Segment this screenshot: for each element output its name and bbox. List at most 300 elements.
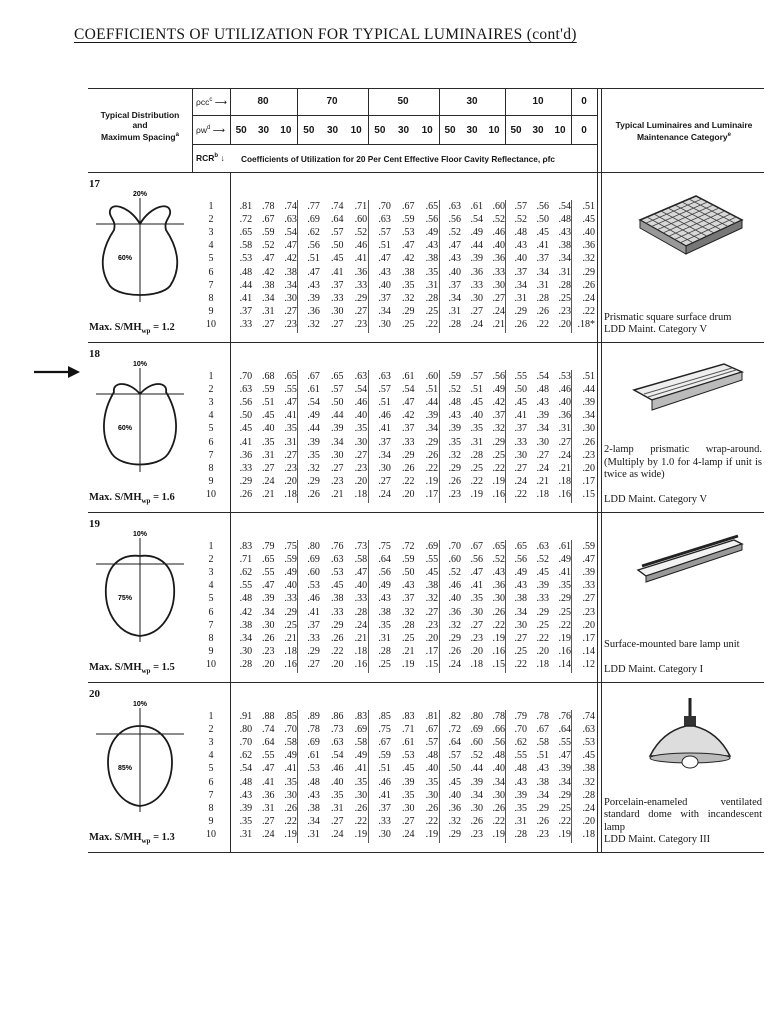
coefficient-cell: .49: [284, 567, 297, 579]
coefficient-cell: .31: [536, 279, 549, 291]
coefficient-cell: .57: [378, 384, 391, 396]
uplight-percent: 20%: [132, 191, 148, 198]
coefficient-cell: .40: [331, 776, 344, 788]
coefficient-cell: .51: [378, 763, 391, 775]
coefficient-cell: .41: [514, 410, 527, 422]
coefficient-cell: .40: [492, 240, 505, 252]
coefficient-cell: .32: [582, 776, 595, 788]
coefficient-cell: .53: [402, 750, 415, 762]
table-rule: [192, 144, 597, 145]
coefficient-cell: .70: [284, 724, 297, 736]
table-rule: [597, 88, 598, 852]
coefficient-cell: .71: [402, 724, 415, 736]
coefficient-cell: .18*: [577, 318, 595, 330]
coefficient-cell: .27: [514, 462, 527, 474]
coefficient-cell: .89: [307, 711, 320, 722]
coefficient-cell: .30: [354, 789, 368, 801]
coefficient-cell: .17: [425, 645, 439, 657]
coefficient-cell: .21: [354, 632, 368, 644]
coefficient-cell: .14: [558, 658, 571, 670]
coefficient-cell: .23: [331, 475, 344, 487]
coefficient-cell: .43: [492, 567, 505, 579]
coefficient-cell: .48: [239, 266, 253, 278]
coefficient-cell: .49: [284, 750, 297, 762]
coefficient-cell: .27: [582, 593, 595, 605]
coefficient-cell: .37: [378, 436, 391, 448]
coefficient-cell: .51: [470, 384, 483, 396]
coefficient-cell: .21: [402, 645, 415, 657]
coefficient-cell: .29: [284, 606, 297, 618]
coefficient-cell: .33: [354, 279, 368, 291]
coefficient-cell: .29: [558, 789, 571, 801]
coefficient-cell: .39: [536, 580, 549, 592]
rcr-value: 9: [208, 305, 214, 317]
coefficient-cell: .22: [492, 462, 505, 474]
coefficient-cell: .60: [492, 201, 505, 212]
coefficient-cell: .52: [448, 227, 461, 239]
coefficient-cell: .30: [354, 436, 368, 448]
coefficient-cell: .86: [331, 711, 344, 722]
section-divider: [88, 682, 764, 683]
coefficient-cell: .64: [262, 737, 275, 749]
coefficient-cell: .29: [402, 449, 415, 461]
coefficient-cell: .27: [331, 318, 344, 330]
coefficient-cell: .47: [378, 253, 391, 265]
coefficient-cell: .35: [331, 789, 344, 801]
coefficient-cell: .25: [402, 632, 415, 644]
maintenance-category: LDD Maint. Category I: [604, 664, 704, 675]
coefficient-cell: .55: [262, 750, 275, 762]
coefficient-cell: .27: [492, 292, 505, 304]
coefficient-cell: .27: [378, 475, 391, 487]
coefficient-cell: .38: [284, 266, 297, 278]
coefficient-cell: .32: [448, 449, 461, 461]
coefficient-cell: .22: [558, 815, 571, 827]
coefficient-cell: .22: [492, 815, 505, 827]
coefficient-cell: .36: [492, 253, 505, 265]
coefficient-cell: .33: [307, 632, 320, 644]
coefficient-cell: .37: [514, 423, 527, 435]
coefficient-cell: .43: [536, 763, 549, 775]
coefficient-cell: .43: [378, 593, 391, 605]
coefficient-cell: .59: [284, 554, 297, 566]
coefficient-cell: .57: [514, 201, 527, 212]
coefficient-cell: .57: [378, 227, 391, 239]
coefficient-cell: .23: [470, 632, 483, 644]
coefficient-cell: .48: [536, 384, 549, 396]
coefficient-cell: .28: [402, 619, 415, 631]
coefficient-cell: .24: [492, 305, 505, 317]
coefficient-cell: .30: [470, 606, 483, 618]
coefficient-cell: .48: [307, 776, 320, 788]
coefficient-cell: .19: [492, 828, 505, 840]
coefficient-cell: .85: [284, 711, 297, 722]
coefficient-cell: .29: [492, 436, 505, 448]
coefficient-cell: .52: [448, 567, 461, 579]
coefficient-cell: .45: [262, 410, 275, 422]
coefficient-cell: .56: [536, 201, 549, 212]
coefficient-cell: .32: [402, 292, 415, 304]
coefficient-cell: .26: [448, 645, 461, 657]
coefficient-cell: .77: [307, 201, 320, 212]
coefficient-cell: .40: [448, 593, 461, 605]
coefficient-cell: .34: [536, 789, 549, 801]
coefficient-cell: .49: [514, 567, 527, 579]
coefficient-cell: .75: [284, 541, 297, 552]
coefficient-cell: .24: [582, 802, 595, 814]
coefficient-cell: .33: [514, 436, 527, 448]
coefficient-cell: .38: [514, 593, 527, 605]
rcr-value: 9: [208, 815, 214, 827]
coefficient-cell: .80: [470, 711, 483, 722]
coefficient-cell: .54: [402, 384, 415, 396]
coefficient-cell: .16: [558, 645, 571, 657]
rcr-value: 5: [208, 253, 214, 265]
coefficient-cell: .53: [307, 580, 320, 592]
coefficient-cell: .69: [307, 737, 320, 749]
coefficient-cell: .54: [558, 201, 571, 212]
coefficient-cell: .25: [425, 305, 439, 317]
coefficient-cell: .63: [536, 541, 549, 552]
coefficient-cell: .52: [514, 214, 527, 226]
coefficient-cell: .30: [470, 802, 483, 814]
coefficient-cell: .27: [354, 449, 368, 461]
coefficient-cell: .20: [536, 645, 549, 657]
coefficient-cell: .41: [378, 789, 391, 801]
coefficient-cell: .65: [331, 371, 344, 382]
coefficient-cell: .42: [239, 606, 253, 618]
coefficient-cell: .29: [354, 292, 368, 304]
coefficient-cell: .49: [425, 227, 439, 239]
coefficient-cell: .42: [262, 266, 275, 278]
wall-reflectance-15: 0: [581, 125, 587, 136]
coefficient-cell: .49: [558, 554, 571, 566]
coefficient-cell: .27: [470, 619, 483, 631]
coefficient-cell: .22: [470, 475, 483, 487]
coefficient-cell: .28: [582, 789, 595, 801]
coefficient-cell: .26: [514, 318, 527, 330]
coefficient-cell: .24: [558, 449, 571, 461]
coefficient-cell: .51: [378, 397, 391, 409]
coefficient-cell: .29: [558, 593, 571, 605]
coefficient-cell: .45: [331, 580, 344, 592]
coefficient-cell: .52: [470, 750, 483, 762]
coefficient-cell: .20: [470, 645, 483, 657]
coefficient-cell: .41: [558, 567, 571, 579]
coefficient-cell: .23: [354, 462, 368, 474]
coefficient-cell: .79: [514, 711, 527, 722]
coefficient-cell: .32: [448, 619, 461, 631]
coefficient-cell: .59: [582, 541, 595, 552]
coefficient-cell: .73: [354, 541, 368, 552]
coefficient-cell: .22: [425, 318, 439, 330]
coefficient-cell: .22: [331, 645, 344, 657]
table-rule: [88, 88, 764, 89]
coefficient-cell: .16: [492, 488, 505, 500]
coefficient-cell: .26: [354, 802, 368, 814]
coefficient-cell: .45: [425, 567, 439, 579]
coefficient-cell: .51: [262, 397, 275, 409]
coefficient-cell: .76: [558, 711, 571, 722]
bare-luminaire-icon: [630, 526, 750, 606]
coefficient-cell: .26: [582, 279, 595, 291]
coefficient-cell: .27: [536, 449, 549, 461]
coefficient-cell: .63: [378, 371, 391, 382]
luminaire-description: Prismatic square surface drum: [604, 311, 732, 323]
coefficient-cell: .22: [492, 619, 505, 631]
coefficient-cell: .38: [331, 593, 344, 605]
downlight-percent: 60%: [117, 425, 133, 432]
coefficient-cell: .54: [284, 227, 297, 239]
coefficient-cell: .34: [448, 292, 461, 304]
coefficient-cell: .28: [514, 828, 527, 840]
coefficient-cell: .41: [239, 292, 253, 304]
coefficient-cell: .30: [239, 645, 253, 657]
luminaire-description: Porcelain-enameled ventilated standard dome with incandescent lamp: [604, 796, 762, 833]
coefficient-cell: .30: [492, 789, 505, 801]
coefficient-cell: .47: [284, 397, 297, 409]
table-rule: [192, 88, 193, 172]
coefficient-cell: .22: [284, 815, 297, 827]
coefficient-cell: .43: [448, 410, 461, 422]
coefficient-cell: .46: [448, 580, 461, 592]
coefficient-cell: .49: [307, 410, 320, 422]
coefficient-cell: .19: [402, 658, 415, 670]
coefficient-cell: .43: [239, 789, 253, 801]
coefficient-cell: .32: [307, 318, 320, 330]
coefficient-cell: .35: [354, 423, 368, 435]
coefficient-cell: .64: [378, 554, 391, 566]
coefficient-cell: .27: [425, 606, 439, 618]
section-number: 20: [89, 688, 100, 700]
coefficient-cell: .27: [558, 436, 571, 448]
coefficient-cell: .25: [378, 658, 391, 670]
coefficient-cell: .27: [284, 305, 297, 317]
coefficient-cell: .40: [492, 763, 505, 775]
coefficient-cell: .56: [239, 397, 253, 409]
coefficient-cell: .18: [284, 488, 297, 500]
drum-luminaire-icon: [630, 186, 750, 266]
coefficient-cell: .61: [307, 384, 320, 396]
rcr-value: 7: [208, 449, 214, 461]
coefficient-cell: .24: [448, 658, 461, 670]
coefficient-cell: .29: [307, 645, 320, 657]
coefficient-cell: .30: [402, 802, 415, 814]
ceiling-reflectance-2: 50: [397, 96, 409, 107]
coefficient-cell: .66: [492, 724, 505, 736]
coefficient-cell: .54: [470, 214, 483, 226]
coefficient-cell: .38: [262, 279, 275, 291]
coefficient-cell: .39: [582, 397, 595, 409]
pcc-label: ρcc$^c$ ⟶: [196, 97, 227, 107]
coefficient-cell: .65: [514, 541, 527, 552]
coefficient-cell: .72: [448, 724, 461, 736]
coefficient-cell: .31: [425, 279, 439, 291]
distribution-header: Typical Distribution and Maximum Spacing$^a$: [100, 110, 180, 142]
coefficient-cell: .31: [448, 305, 461, 317]
coefficient-cell: .34: [307, 815, 320, 827]
coefficient-cell: .42: [284, 253, 297, 265]
coefficient-cell: .53: [307, 763, 320, 775]
coefficient-cell: .83: [354, 711, 368, 722]
coefficient-cell: .37: [378, 802, 391, 814]
coefficient-cell: .67: [402, 201, 415, 212]
coefficient-cell: .50: [331, 240, 344, 252]
coefficient-cell: .62: [514, 737, 527, 749]
coefficient-cell: .56: [492, 737, 505, 749]
coefficient-cell: .55: [425, 554, 439, 566]
coefficient-cell: .48: [239, 593, 253, 605]
coefficient-cell: .56: [307, 240, 320, 252]
coefficient-cell: .32: [492, 423, 505, 435]
coefficient-cell: .60: [470, 737, 483, 749]
coefficient-cell: .72: [402, 541, 415, 552]
coefficient-cell: .46: [354, 397, 368, 409]
coefficient-cell: .53: [331, 567, 344, 579]
coefficient-cell: .38: [582, 763, 595, 775]
coefficient-cell: .47: [470, 567, 483, 579]
coefficient-cell: .24: [354, 619, 368, 631]
coefficient-cell: .33: [331, 606, 344, 618]
coefficient-cell: .37: [448, 279, 461, 291]
coefficient-cell: .34: [331, 436, 344, 448]
coefficient-cell: .46: [492, 227, 505, 239]
coefficient-cell: .24: [470, 318, 483, 330]
coefficient-cell: .68: [262, 371, 275, 382]
coefficient-cell: .30: [378, 828, 391, 840]
coefficient-cell: .28: [354, 606, 368, 618]
rcr-value: 1: [208, 201, 214, 212]
coefficient-cell: .61: [402, 371, 415, 382]
coefficient-cell: .35: [354, 776, 368, 788]
rcr-value: 10: [206, 828, 216, 840]
section-number: 19: [89, 518, 100, 530]
coefficient-cell: .40: [448, 789, 461, 801]
coefficient-cell: .35: [470, 593, 483, 605]
coefficient-cell: .20: [354, 475, 368, 487]
coefficient-cell: .30: [514, 619, 527, 631]
coefficient-cell: .23: [582, 606, 595, 618]
wall-reflectance-10: 30: [466, 125, 478, 136]
coefficient-cell: .25: [558, 606, 571, 618]
coefficient-cell: .23: [470, 828, 483, 840]
coefficient-cell: .38: [402, 266, 415, 278]
luminaire-description: 2-lamp prismatic wrap-around. (Multiply by 1.0 for 4-lamp if unit is twice as wide): [604, 444, 762, 481]
coefficient-cell: .63: [331, 737, 344, 749]
coefficient-cell: .46: [558, 384, 571, 396]
coefficient-cell: .31: [470, 436, 483, 448]
coefficient-cell: .15: [582, 488, 595, 500]
coefficient-cell: .46: [307, 593, 320, 605]
coefficient-cell: .85: [378, 711, 391, 722]
coefficient-cell: .63: [582, 724, 595, 736]
coefficient-cell: .41: [331, 266, 344, 278]
distribution-curve-icon: [90, 696, 190, 816]
coefficient-cell: .65: [284, 371, 297, 382]
rcr-value: 3: [208, 397, 214, 409]
coefficient-cell: .37: [331, 279, 344, 291]
coefficient-cell: .24: [536, 462, 549, 474]
wall-reflectance-12: 50: [510, 125, 522, 136]
coefficient-cell: .23: [284, 462, 297, 474]
coefficient-cell: .61: [470, 201, 483, 212]
coefficient-cell: .30: [425, 789, 439, 801]
coefficient-cell: .39: [425, 410, 439, 422]
coefficient-cell: .30: [514, 449, 527, 461]
rcr-value: 6: [208, 436, 214, 448]
coefficient-cell: .34: [284, 279, 297, 291]
coefficient-cell: .26: [492, 606, 505, 618]
luminaire-header: Typical Luminaires and Luminaire Maintenance Category$^e$: [615, 120, 753, 142]
coefficient-cell: .22: [514, 658, 527, 670]
coefficient-cell: .54: [536, 371, 549, 382]
coefficient-cell: .36: [492, 580, 505, 592]
coefficient-cell: .48: [239, 776, 253, 788]
coefficient-cell: .76: [331, 541, 344, 552]
coefficient-cell: .47: [448, 240, 461, 252]
coefficient-cell: .47: [582, 554, 595, 566]
coefficient-cell: .40: [378, 279, 391, 291]
coefficient-cell: .26: [582, 436, 595, 448]
coefficient-cell: .26: [239, 488, 253, 500]
coefficient-cell: .22: [354, 815, 368, 827]
coefficient-cell: .30: [284, 292, 297, 304]
coefficient-cell: .35: [402, 279, 415, 291]
coefficient-cell: .55: [262, 567, 275, 579]
coefficient-cell: .35: [378, 619, 391, 631]
rcr-value: 4: [208, 580, 214, 592]
coefficient-cell: .37: [514, 266, 527, 278]
coefficient-cell: .38: [536, 776, 549, 788]
coefficient-cell: .27: [262, 815, 275, 827]
coefficient-cell: .47: [262, 763, 275, 775]
coefficient-cell: .41: [378, 423, 391, 435]
coefficient-cell: .28: [448, 318, 461, 330]
coefficient-cell: .16: [492, 645, 505, 657]
coefficient-cell: .24: [582, 292, 595, 304]
coefficient-cell: .32: [448, 815, 461, 827]
coefficient-cell: .19: [425, 828, 439, 840]
coefficient-cell: .51: [425, 384, 439, 396]
coefficient-cell: .30: [284, 789, 297, 801]
coefficient-cell: .35: [284, 423, 297, 435]
coefficient-cell: .63: [354, 371, 368, 382]
coefficient-cell: .30: [582, 423, 595, 435]
coefficient-cell: .34: [239, 632, 253, 644]
coefficient-cell: .49: [378, 580, 391, 592]
coefficient-cell: .75: [378, 541, 391, 552]
coefficient-cell: .39: [262, 593, 275, 605]
rcr-value: 1: [208, 541, 214, 552]
coefficient-cell: .70: [514, 724, 527, 736]
coefficient-cell: .26: [425, 802, 439, 814]
coefficient-cell: .74: [582, 711, 595, 722]
coefficient-cell: .45: [582, 214, 595, 226]
distribution-curve-icon: [90, 356, 190, 476]
coefficient-cell: .34: [558, 253, 571, 265]
coefficient-cell: .20: [262, 658, 275, 670]
coefficient-cell: .20: [558, 318, 571, 330]
coefficient-cell: .67: [262, 214, 275, 226]
coefficient-cell: .37: [307, 619, 320, 631]
coefficient-cell: .31: [262, 449, 275, 461]
coefficient-cell: .17: [425, 488, 439, 500]
coefficient-cell: .37: [239, 305, 253, 317]
coefficient-cell: .31: [239, 828, 253, 840]
coefficient-cell: .49: [470, 227, 483, 239]
coefficient-cell: .17: [582, 632, 595, 644]
coefficient-cell: .26: [331, 632, 344, 644]
